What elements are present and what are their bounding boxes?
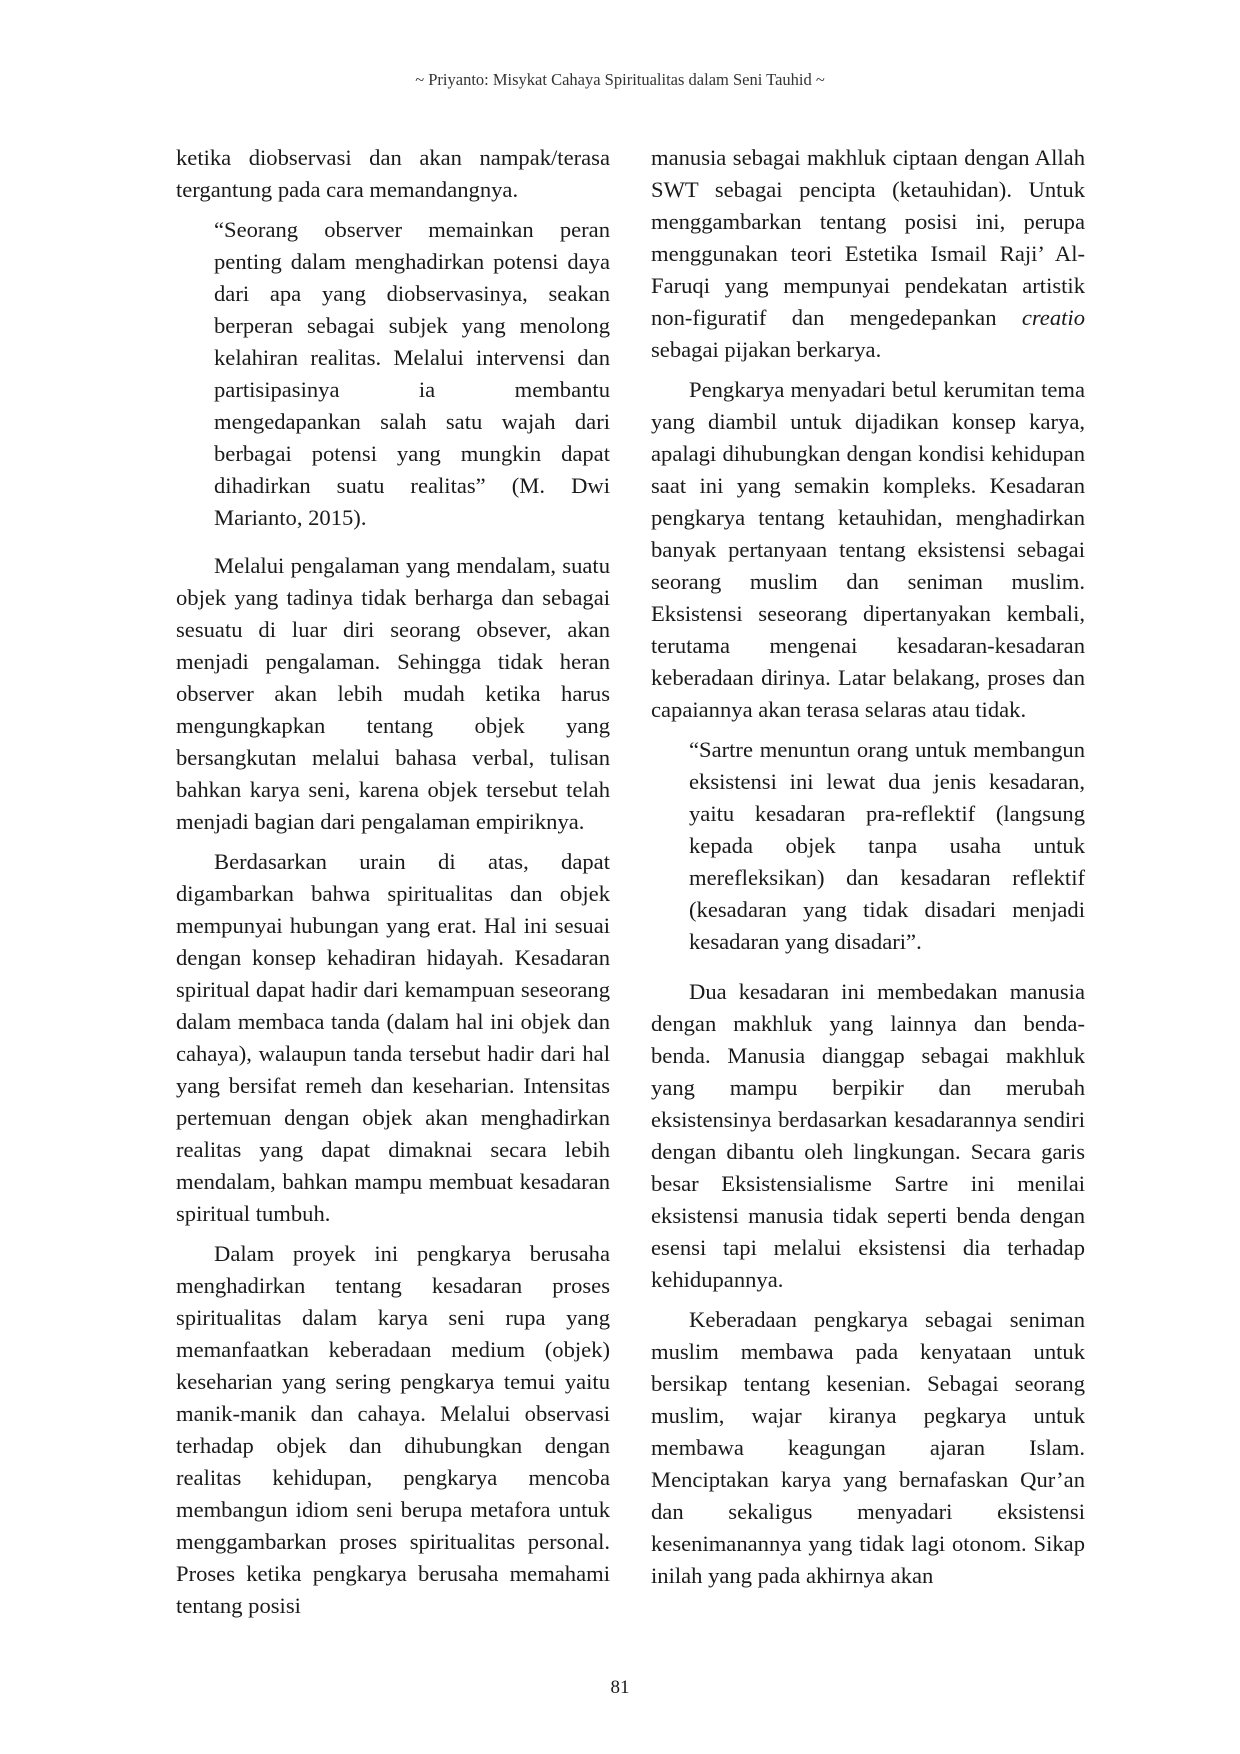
paragraph: Berdasarkan urain di atas, dapat digambarkan bahwa spiritualitas dan objek mempunyai hubungan yang erat. Hal ini sesuai dengan konsep kehadiran hidayah. Kesadaran spiritual dapat hadir dari kemampuan seseorang dalam membaca tanda (dalam hal ini objek dan cahaya), walaupun tanda tersebut hadir dari hal yang bersifat remeh dan keseharian. Intensitas pertemuan dengan objek akan menghadirkan realitas yang dapat dimaknai secara lebih mendalam, bahkan mampu membuat kesadaran spiritual tumbuh. bbox=[176, 849, 610, 1226]
paragraph: Pengkarya menyadari betul kerumitan tema yang diambil untuk dijadikan konsep karya, apalagi dihubungkan dengan kondisi kehidupan saat ini yang semakin kompleks. Kesadaran pengkarya tentang ketauhidan, menghadirkan banyak pertanyaan tentang eksistensi sebagai seorang muslim dan seniman muslim. Eksistensi seseorang dipertanyakan kembali, terutama mengenai kesadaran-kesadaran keberadaan dirinya. Latar belakang, proses dan capaiannya akan terasa selaras atau tidak. bbox=[651, 377, 1085, 722]
paragraph: Dalam proyek ini pengkarya berusaha menghadirkan tentang kesadaran proses spiritualitas dalam karya seni rupa yang memanfaatkan keberadaan medium (objek) keseharian yang sering pengkarya temui yaitu manik-manik dan cahaya. Melalui observasi terhadap objek dan dihubungkan dengan realitas kehidupan, pengkarya mencoba membangun idiom seni berupa metafora untuk menggambarkan proses spiritualitas personal. Proses ketika pengkarya berusaha memahami tentang posisi bbox=[176, 1241, 610, 1618]
block-quote: “Seorang observer memainkan peran penting dalam menghadirkan potensi daya dari apa yang diobservasinya, seakan berperan sebagai subjek yang menolong kelahiran realitas. Melalui intervensi dan partisipasinya ia membantu mengedapankan salah satu wajah dari berbagai potensi yang mungkin dapat dihadirkan suatu realitas” (M. Dwi Marianto, 2015). bbox=[214, 217, 610, 530]
right-column bbox=[651, 142, 1085, 1592]
paragraph: Melalui pengalaman yang mendalam, suatu objek yang tadinya tidak berharga dan sebagai sesuatu di luar diri seorang obsever, akan menjadi pengalaman. Sehingga tidak heran observer akan lebih mudah ketika harus mengungkapkan tentang objek yang bersangkutan melalui bahasa verbal, tulisan bahkan karya seni, karena objek tersebut telah menjadi bagian dari pengalaman empiriknya. bbox=[176, 553, 610, 834]
running-header: ~ Priyanto: Misykat Cahaya Spiritualitas dalam Seni Tauhid ~ bbox=[415, 70, 825, 89]
block-quote: “Sartre menuntun orang untuk membangun eksistensi ini lewat dua jenis kesadaran, yaitu kesadaran pra-reflektif (langsung kepada objek tanpa usaha untuk merefleksikan) dan kesadaran reflektif (kesadaran yang tidak disadari menjadi kesadaran yang disadari”. bbox=[689, 737, 1085, 954]
text-span: sebagai pijakan berkarya. bbox=[651, 337, 882, 362]
left-column bbox=[176, 142, 610, 1622]
text-span: manusia sebagai makhluk ciptaan dengan Allah SWT sebagai pencipta (ketauhidan). Untuk menggambarkan tentang posisi ini, perupa menggunakan teori Estetika Ismail Raji’ Al-Faruqi yang mempunyai pendekatan artistik non-figuratif dan mengedepankan bbox=[651, 145, 1085, 330]
italic-term: creatio bbox=[1021, 305, 1085, 330]
paragraph bbox=[651, 142, 1085, 366]
paragraph: Keberadaan pengkarya sebagai seniman muslim membawa pada kenyataan untuk bersikap tentang kesenian. Sebagai seorang muslim, wajar kiranya pegkarya untuk membawa keagungan ajaran Islam. Menciptakan karya yang bernafaskan Qur’an dan sekaligus menyadari eksistensi kesenimanannya yang tidak lagi otonom. Sikap inilah yang pada akhirnya akan bbox=[651, 1307, 1085, 1588]
paragraph: Dua kesadaran ini membedakan manusia dengan makhluk yang lainnya dan benda-benda. Manusia dianggap sebagai makhluk yang mampu berpikir dan merubah eksistensinya berdasarkan kesadarannya sendiri dengan dibantu oleh lingkungan. Secara garis besar Eksistensialisme Sartre ini menilai eksistensi manusia tidak seperti benda dengan esensi tapi melalui eksistensi dia terhadap kehidupannya. bbox=[651, 979, 1085, 1292]
page-number: 81 bbox=[610, 1677, 630, 1698]
paragraph: ketika diobservasi dan akan nampak/terasa tergantung pada cara memandangnya. bbox=[176, 145, 610, 202]
